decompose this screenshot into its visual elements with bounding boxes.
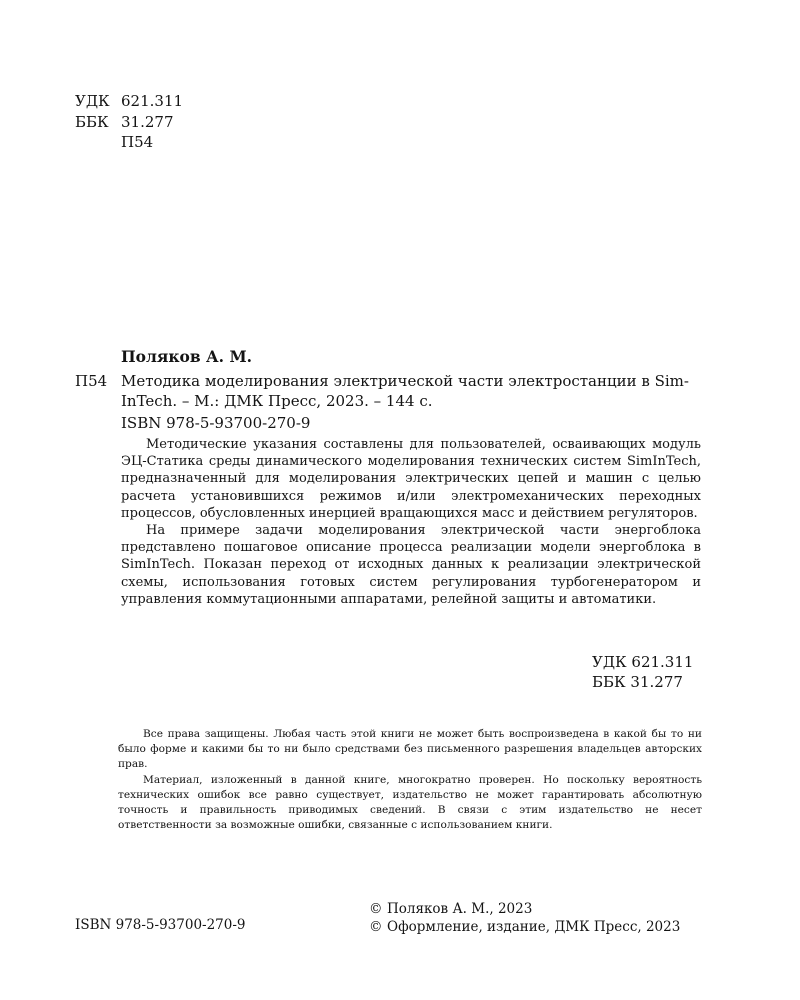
bbk-classification: ББК 31.277 (592, 673, 683, 691)
bbk-value: 31.277 (121, 112, 174, 131)
udk-classification: УДК 621.311 (592, 653, 694, 671)
copyright-line-1 (369, 900, 680, 918)
author-code: П54 (121, 133, 154, 151)
copyright-line-2 (369, 918, 680, 936)
biblio-line-2: InTech. – М.: ДМК Пресс, 2023. – 144 с. (121, 391, 433, 410)
entry-code: П54 (75, 372, 108, 390)
udk-value: 621.311 (121, 92, 184, 110)
abstract-paragraph-2: На примере задачи моделирования электрической части энергоблока представлено пошаговое описание процесса реализации модели энергоблока в SimInTech. Показан переход от исходных данных к реализации электрической схемы, использования готовых систем регулирования турбогенератором и управления коммутационными аппаратами, релейной защиты и автоматики. (121, 523, 701, 607)
author-name: Поляков А. М. (121, 347, 253, 366)
udk-label: УДК (75, 92, 110, 110)
bibliographic-description (121, 372, 701, 411)
bbk-line (75, 112, 183, 133)
copyright-symbol: © (369, 919, 383, 935)
abstract-paragraph-1: Методические указания составлены для пользователей, осваивающих модуль ЭЦ-Статика среды динамического моделирования технических систем SimInTech, предназначенный для моделирования электрических цепей и машин с целью расчета установившихся режимов и/или электромеханических переходных процессов, обусловленных инерцией вращающихся масс и действием регуляторов. (121, 437, 701, 521)
isbn-footer: ISBN 978-5-93700-270-9 (75, 917, 246, 933)
bbk-label: ББК (75, 112, 109, 131)
biblio-line-1: Методика моделирования электрической части электростанции в Sim- (121, 372, 689, 390)
copyright-author: Поляков А. М., 2023 (387, 901, 533, 917)
author-code-line (75, 132, 183, 153)
rights-notice (118, 727, 702, 833)
rights-paragraph-2: Материал, изложенный в данной книге, многократно проверен. Но поскольку вероятность технических ошибок все равно существует, издательство не может гарантировать абсолютную точность и правильность приводимых сведений. В связи с этим издательство не несет ответственности за возможные ошибки, связанные с использованием книги. (118, 773, 702, 832)
udk-line (75, 91, 183, 112)
copyright-block (369, 900, 680, 936)
header-classification (75, 91, 183, 153)
isbn-entry: ISBN 978-5-93700-270-9 (121, 414, 311, 432)
abstract (121, 436, 701, 608)
classification-block (592, 652, 693, 692)
copyright-publisher: Оформление, издание, ДМК Пресс, 2023 (387, 919, 681, 935)
rights-paragraph-1: Все права защищены. Любая часть этой книги не может быть воспроизведена в какой бы то ни было форме и какими бы то ни было средствами без письменного разрешения владельцев авторских прав. (118, 728, 702, 771)
copyright-symbol: © (369, 901, 383, 917)
